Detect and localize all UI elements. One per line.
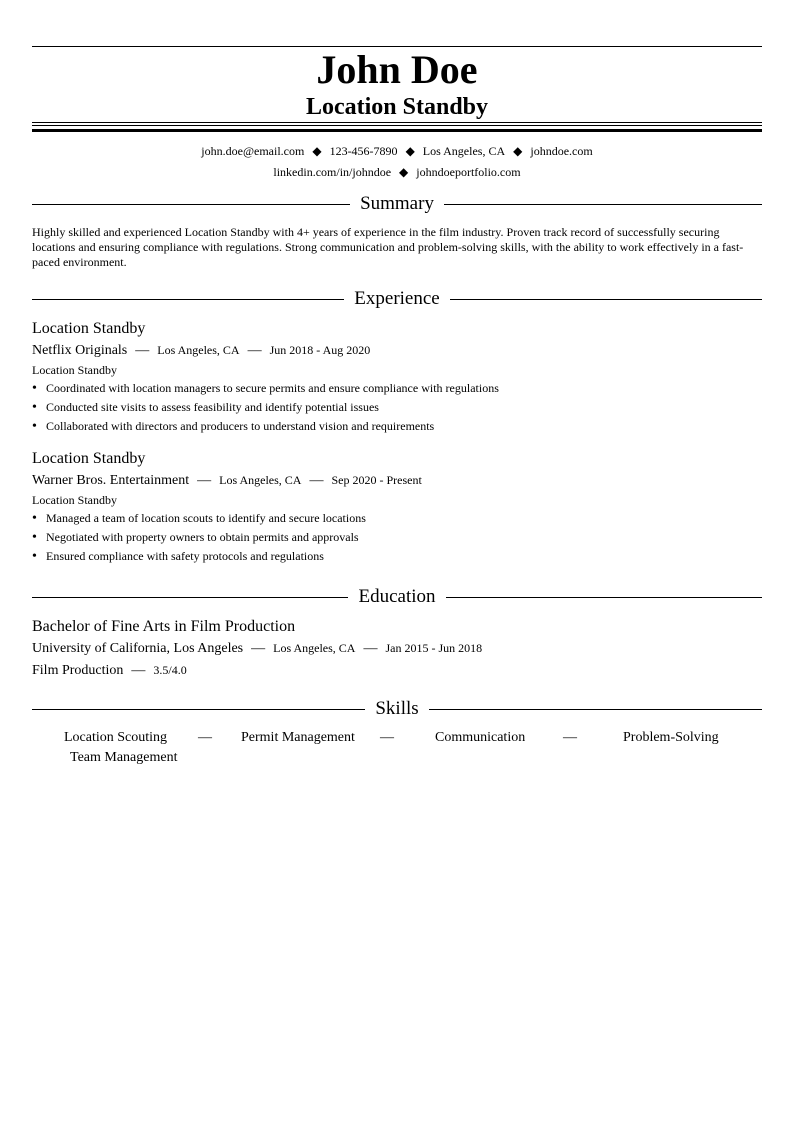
field-of-study: Film Production	[32, 663, 124, 678]
school-location: Los Angeles, CA	[273, 641, 356, 655]
diamond-icon: ◆	[513, 144, 523, 158]
job-dates: Jun 2018 - Aug 2020	[269, 343, 371, 357]
dash-separator: —	[563, 730, 577, 745]
email-link[interactable]: john.doe@email.com	[201, 144, 305, 158]
job-dates: Sep 2020 - Present	[331, 473, 422, 487]
dash-separator: —	[135, 343, 150, 358]
contact-line-2	[32, 164, 762, 180]
list-item	[32, 419, 762, 434]
job-title-heading: Location Standby	[305, 94, 489, 120]
bullet-icon: •	[32, 419, 37, 434]
diamond-icon: ◆	[399, 165, 409, 179]
website-link[interactable]: johndoe.com	[530, 144, 593, 158]
dash-separator: —	[363, 641, 378, 656]
education-field-line	[32, 661, 762, 680]
bullet-text: Coordinated with location managers to secure permits and ensure compliance with regulations	[46, 381, 499, 395]
experience-entry	[32, 319, 762, 438]
diamond-icon: ◆	[405, 144, 415, 158]
skill-item: Team Management	[70, 750, 178, 765]
dash-separator: —	[309, 473, 324, 488]
divider	[429, 709, 762, 710]
bullet-text: Negotiated with property owners to obtain permits and approvals	[46, 530, 359, 544]
skills-row	[32, 729, 762, 749]
diamond-icon: ◆	[312, 144, 322, 158]
phone-text: 123-456-7890	[329, 144, 398, 158]
location-text: Los Angeles, CA	[422, 144, 506, 158]
contact-line-1	[32, 143, 762, 159]
bullet-icon: •	[32, 381, 37, 396]
education-entry	[32, 617, 762, 680]
list-item	[32, 549, 762, 564]
skills-section-header	[32, 698, 762, 720]
dash-separator: —	[131, 663, 146, 678]
section-title: Education	[358, 586, 436, 607]
list-item	[32, 511, 762, 526]
skill-item: Permit Management	[241, 730, 355, 745]
bullet-icon: •	[32, 400, 37, 415]
portfolio-link[interactable]: johndoeportfolio.com	[416, 165, 521, 179]
linkedin-link[interactable]: linkedin.com/in/johndoe	[273, 165, 392, 179]
company-name: Warner Bros. Entertainment	[32, 473, 190, 488]
divider	[32, 299, 344, 300]
job-role: Location Standby	[32, 493, 117, 507]
education-section-header	[32, 586, 762, 608]
bullet-icon: •	[32, 511, 37, 526]
bullet-text: Collaborated with directors and producers to understand vision and requirements	[46, 419, 435, 433]
company-name: Netflix Originals	[32, 343, 128, 358]
skill-item: Communication	[435, 730, 526, 745]
job-title: Location Standby	[32, 320, 146, 337]
bullet-text: Managed a team of location scouts to identify and secure locations	[46, 511, 366, 525]
section-title: Experience	[354, 288, 440, 309]
section-title: Skills	[375, 698, 419, 719]
header-rule	[32, 125, 762, 126]
education-meta	[32, 639, 762, 658]
dash-separator: —	[197, 473, 212, 488]
person-name: John Doe	[316, 47, 478, 92]
bullet-icon: •	[32, 530, 37, 545]
list-item	[32, 530, 762, 545]
dash-separator: —	[247, 343, 262, 358]
summary-text: Highly skilled and experienced Location Standby with 4+ years of experience in the film industry. Proven track record of successfully securing locations and ensuring compliance with regulations. Strong communication and problem-solving skills, with the ability to work effectively in a fast-paced environment.	[32, 225, 744, 269]
job-role: Location Standby	[32, 363, 117, 377]
bullet-list	[32, 511, 762, 564]
experience-entry	[32, 449, 762, 568]
divider	[32, 709, 365, 710]
dash-separator: —	[251, 641, 266, 656]
bullet-text: Conducted site visits to assess feasibility and identify potential issues	[46, 400, 379, 414]
bullet-list	[32, 381, 762, 434]
section-title: Summary	[360, 193, 434, 214]
skill-item: Location Scouting	[64, 730, 168, 745]
divider	[444, 204, 762, 205]
dash-separator: —	[380, 730, 394, 745]
dash-separator: —	[198, 730, 212, 745]
school-name: University of California, Los Angeles	[32, 641, 244, 656]
job-meta	[32, 471, 762, 490]
header-rule	[32, 122, 762, 123]
education-dates: Jan 2015 - Jun 2018	[385, 641, 483, 655]
bullet-icon: •	[32, 549, 37, 564]
list-item	[32, 400, 762, 415]
job-location: Los Angeles, CA	[157, 343, 240, 357]
divider	[446, 597, 762, 598]
list-item	[32, 381, 762, 396]
bullet-text: Ensured compliance with safety protocols and regulations	[46, 549, 324, 563]
experience-section-header	[32, 288, 762, 310]
summary-section-header	[32, 193, 762, 215]
header-rule-thick	[32, 129, 762, 132]
job-title: Location Standby	[32, 450, 146, 467]
skill-item: Problem-Solving	[623, 730, 719, 745]
job-meta	[32, 341, 762, 360]
job-location: Los Angeles, CA	[219, 473, 302, 487]
skills-row	[32, 749, 762, 769]
gpa: 3.5/4.0	[153, 663, 187, 677]
divider	[32, 204, 350, 205]
divider	[32, 597, 348, 598]
degree: Bachelor of Fine Arts in Film Production	[32, 618, 296, 635]
divider	[450, 299, 762, 300]
